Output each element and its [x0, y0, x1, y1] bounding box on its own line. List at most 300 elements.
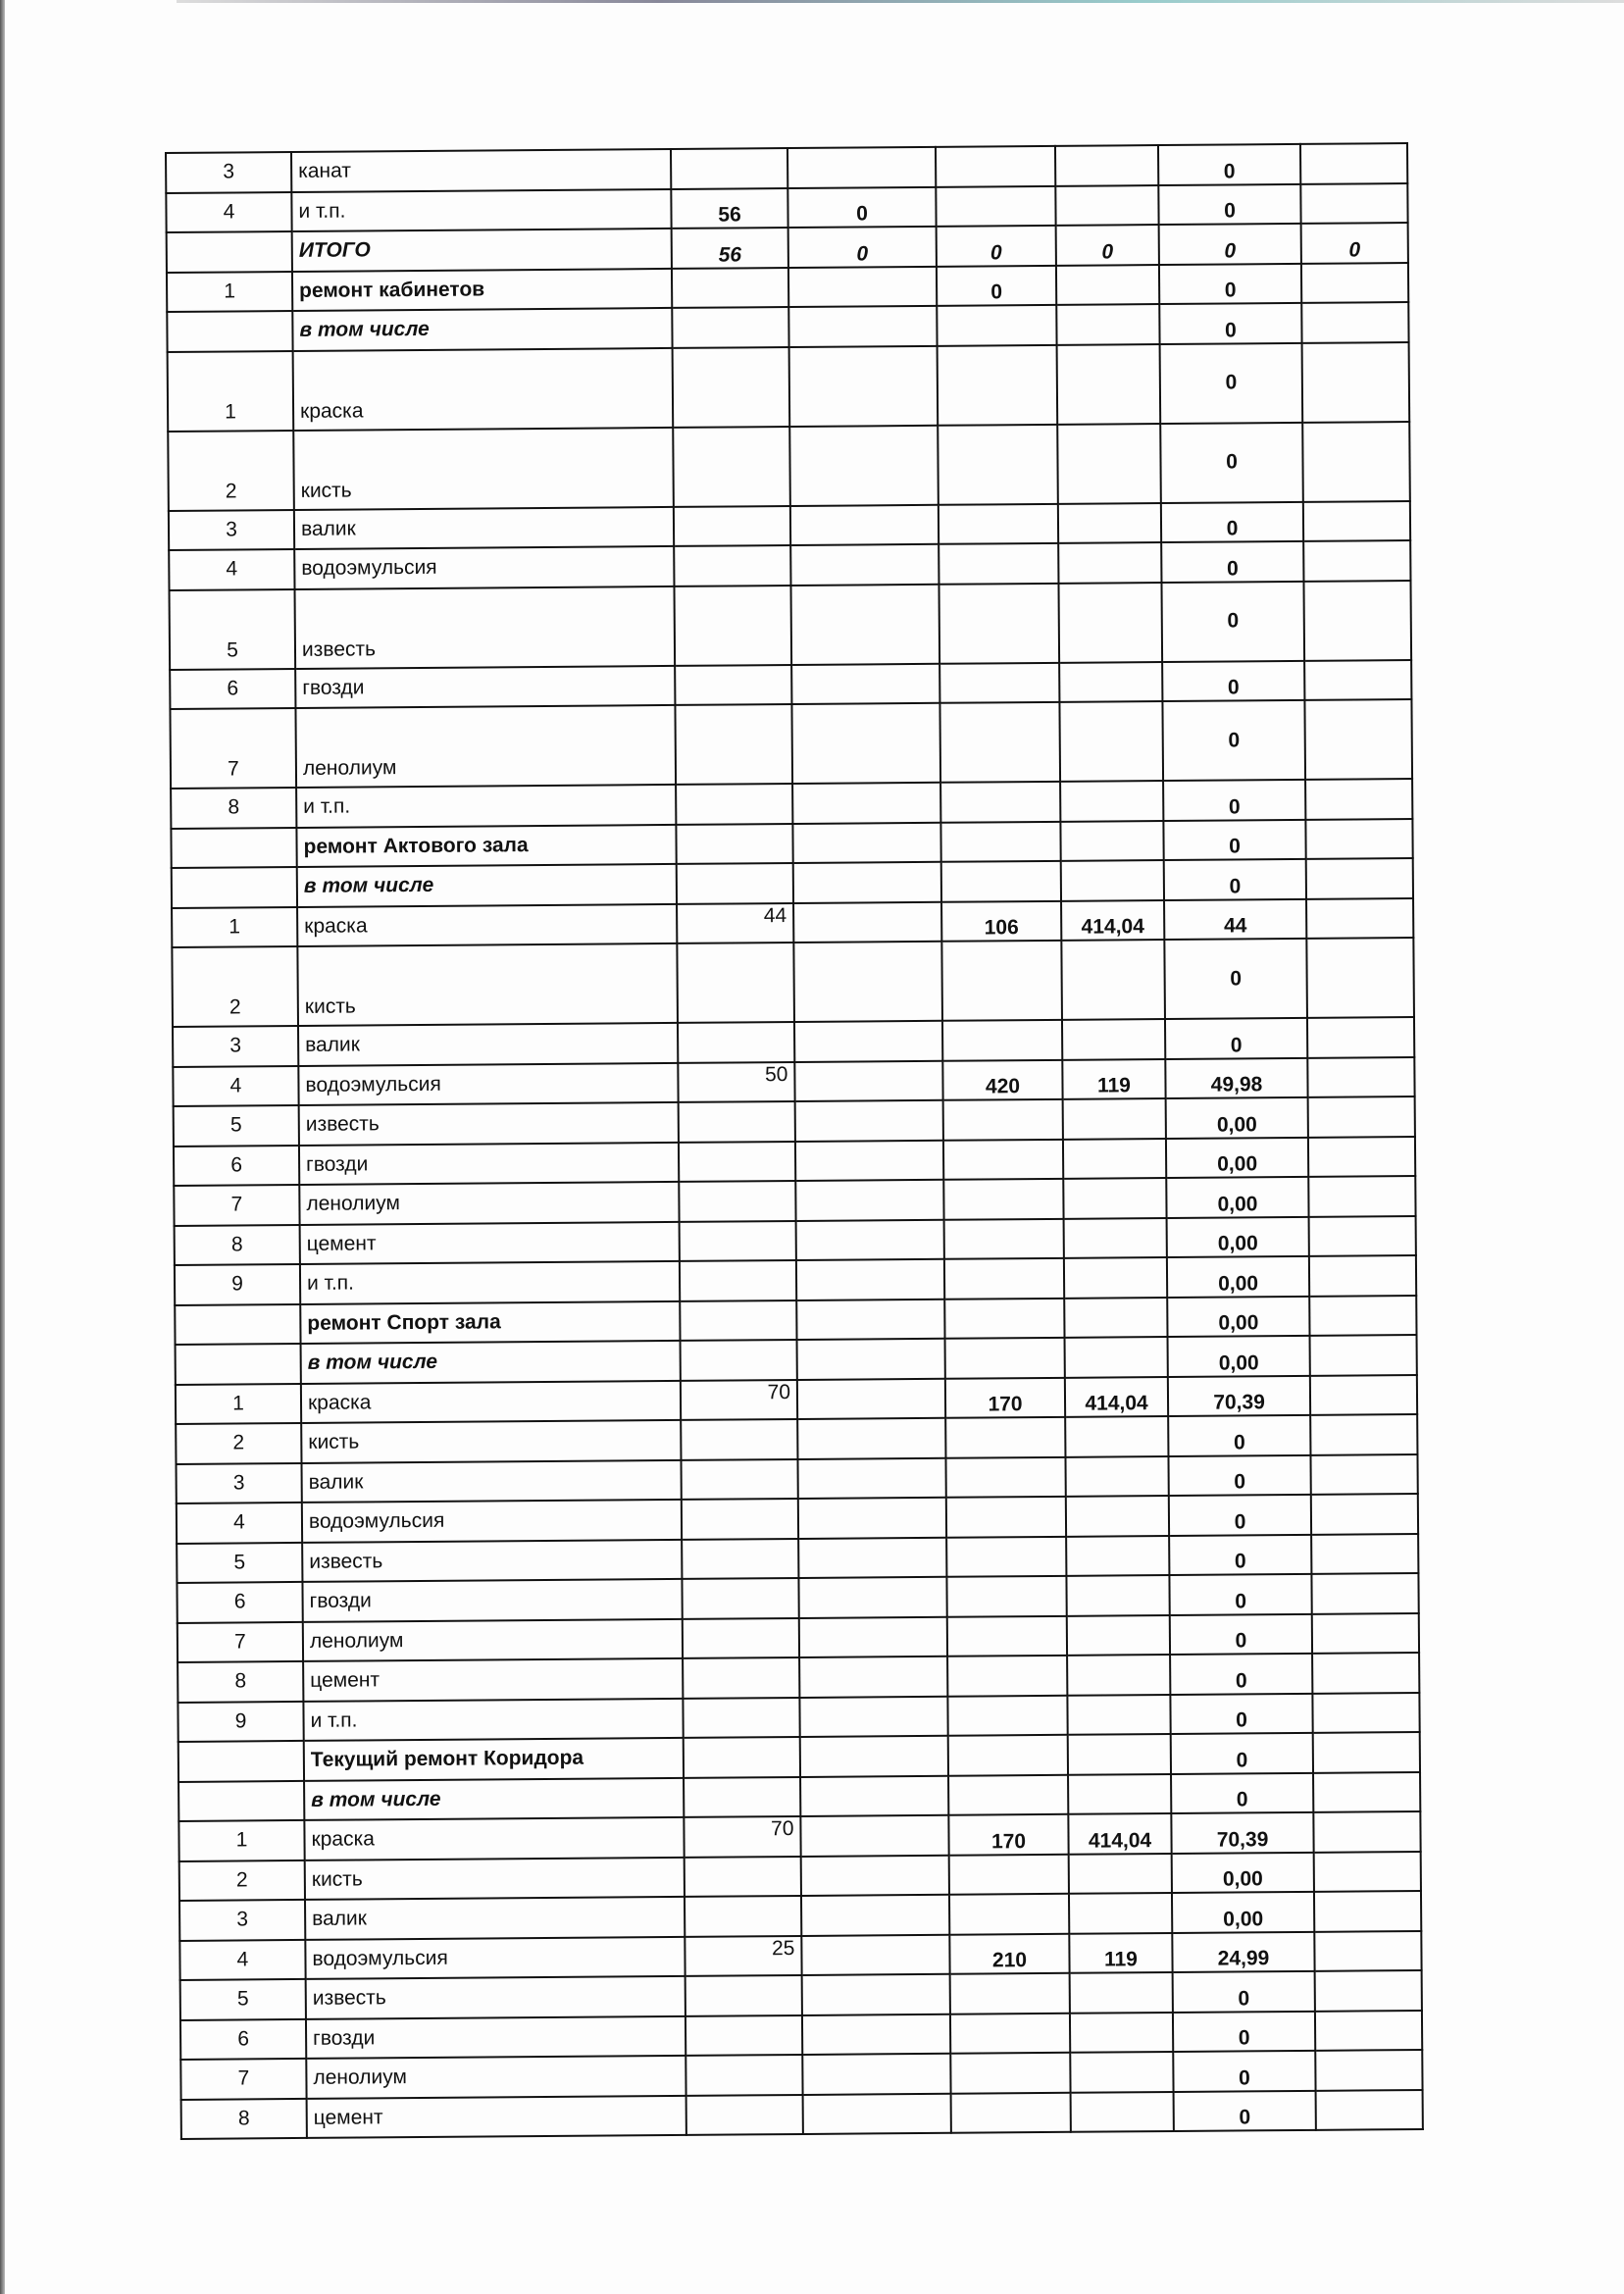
row-number-cell: 6: [170, 668, 295, 709]
item-name-cell: валик: [305, 1897, 685, 1940]
total-cell: 0: [1159, 303, 1301, 344]
column-4-cell: 0: [937, 226, 1056, 266]
quantity-cell: [673, 347, 790, 428]
item-name-cell: цемент: [307, 2095, 686, 2138]
quantity-cell: 70: [681, 1379, 797, 1419]
column-7-cell: [1307, 1057, 1414, 1097]
column-7-cell: [1301, 263, 1408, 303]
item-name-cell: водоэмульсия: [298, 1062, 678, 1105]
row-number-cell: 8: [181, 2098, 307, 2139]
column-4-cell: [945, 1338, 1065, 1378]
row-number-cell: 7: [170, 708, 296, 789]
column-4-cell: 170: [945, 1377, 1065, 1417]
total-cell: 0: [1169, 1495, 1311, 1536]
column-5-cell: 0: [1056, 225, 1159, 265]
column-7-cell: [1312, 1653, 1419, 1693]
column-3-cell: [796, 1299, 944, 1340]
total-cell: 0: [1165, 1018, 1307, 1059]
item-name-cell: известь: [299, 1102, 679, 1146]
row-number-cell: [167, 311, 292, 352]
row-number-cell: 8: [178, 1661, 303, 1703]
column-3-cell: [793, 862, 941, 903]
row-number-cell: [171, 827, 296, 868]
item-name-cell: гвозди: [295, 665, 675, 708]
total-cell: 0: [1160, 342, 1303, 423]
column-7-cell: [1316, 2089, 1423, 2129]
total-cell: 0: [1161, 581, 1304, 661]
row-number-cell: 3: [166, 152, 291, 193]
column-5-cell: [1058, 583, 1162, 663]
item-name-cell: в том числе: [304, 1777, 684, 1820]
quantity-cell: 44: [677, 902, 793, 943]
total-cell: 70,39: [1168, 1375, 1310, 1416]
quantity-cell: [680, 1220, 796, 1260]
column-5-cell: [1070, 1972, 1173, 2013]
column-4-cell: [939, 702, 1060, 783]
quantity-cell: [672, 268, 788, 308]
column-4-cell: [937, 305, 1056, 345]
column-5-cell: [1067, 1655, 1170, 1695]
column-3-cell: [791, 703, 940, 784]
quantity-cell: [685, 2014, 802, 2055]
total-cell: 0: [1173, 1971, 1315, 2013]
total-cell: 0: [1171, 1733, 1313, 1774]
column-7-cell: [1303, 540, 1410, 581]
quantity-cell: [686, 2094, 803, 2134]
column-4-cell: [948, 1774, 1068, 1814]
column-7-cell: [1314, 1891, 1421, 1931]
column-7-cell: [1313, 1771, 1420, 1811]
quantity-cell: [682, 1499, 798, 1539]
column-5-cell: [1062, 1019, 1165, 1059]
quantity-cell: [680, 1300, 796, 1340]
column-3-cell: [795, 1140, 943, 1181]
quantity-cell: [683, 1617, 799, 1657]
column-5-cell: [1056, 304, 1159, 344]
column-7-cell: [1315, 2010, 1422, 2050]
item-name-cell: валик: [294, 506, 674, 549]
column-3-cell: [795, 1180, 943, 1221]
column-3-cell: [801, 1855, 949, 1896]
column-5-cell: [1060, 781, 1163, 821]
column-7-cell: [1314, 1851, 1421, 1891]
quantity-cell: [679, 1181, 795, 1221]
column-5-cell: [1056, 265, 1159, 305]
column-3-cell: [789, 425, 939, 505]
column-5-cell: 119: [1062, 1059, 1165, 1099]
column-4-cell: [946, 1536, 1066, 1576]
total-cell: 0: [1161, 541, 1303, 583]
row-number-cell: 3: [177, 1462, 302, 1504]
total-cell: 0: [1170, 1613, 1312, 1655]
item-name-cell: цемент: [300, 1221, 680, 1264]
total-cell: 0: [1159, 263, 1301, 304]
column-4-cell: [950, 1973, 1070, 2014]
column-7-cell: [1307, 1017, 1414, 1057]
table-row: [170, 699, 1412, 789]
column-7-cell: 0: [1301, 223, 1408, 263]
column-7-cell: [1310, 1454, 1417, 1495]
row-number-cell: 4: [177, 1503, 302, 1544]
row-number-cell: 3: [173, 1026, 298, 1067]
column-3-cell: [798, 1577, 946, 1618]
column-4-cell: 0: [937, 265, 1056, 305]
column-7-cell: [1303, 581, 1411, 661]
row-number-cell: [167, 231, 292, 273]
column-5-cell: [1061, 860, 1164, 900]
item-name-cell: ИТОГО: [292, 229, 672, 272]
column-5-cell: [1069, 1853, 1172, 1893]
item-name-cell: в том числе: [297, 864, 677, 907]
row-number-cell: 4: [179, 1939, 305, 1980]
quantity-cell: [672, 307, 788, 347]
quantity-cell: [681, 1458, 797, 1499]
column-4-cell: [936, 146, 1055, 186]
quantity-cell: 70: [684, 1816, 800, 1857]
item-name-cell: кисть: [305, 1857, 685, 1900]
total-cell: 0,00: [1172, 1892, 1314, 1933]
total-cell: 0: [1162, 660, 1304, 701]
row-number-cell: 1: [168, 350, 294, 431]
table-row: [172, 938, 1414, 1027]
column-5-cell: [1070, 2012, 1173, 2052]
column-3-cell: [797, 1418, 945, 1459]
column-7-cell: [1310, 1375, 1417, 1415]
quantity-cell: [679, 1101, 795, 1142]
total-cell: 0: [1158, 183, 1300, 225]
quantity-cell: 56: [672, 228, 788, 268]
column-7-cell: [1310, 1335, 1417, 1375]
item-name-cell: кисть: [301, 1420, 681, 1463]
table-row: [168, 342, 1410, 432]
materials-table-body: [166, 143, 1423, 2139]
item-name-cell: ремонт Актового зала: [296, 824, 676, 867]
column-5-cell: 414,04: [1068, 1813, 1171, 1854]
item-name-cell: и т.п.: [300, 1261, 680, 1304]
column-7-cell: [1315, 2050, 1422, 2090]
quantity-cell: [678, 1022, 794, 1062]
row-number-cell: 2: [176, 1423, 301, 1464]
total-cell: 0,00: [1166, 1137, 1308, 1178]
column-3-cell: [793, 901, 941, 943]
quantity-cell: [682, 1538, 798, 1578]
item-name-cell: Текущий ремонт Коридора: [304, 1738, 684, 1781]
column-5-cell: [1068, 1734, 1171, 1774]
item-name-cell: цемент: [303, 1658, 683, 1702]
total-cell: 0: [1168, 1454, 1310, 1496]
column-5-cell: [1064, 1218, 1167, 1258]
row-number-cell: 2: [168, 430, 294, 510]
row-number-cell: 3: [179, 1900, 305, 1941]
row-number-cell: 6: [180, 2018, 306, 2060]
total-cell: 0: [1164, 859, 1306, 900]
column-3-cell: [790, 504, 939, 545]
column-7-cell: [1306, 858, 1413, 898]
item-name-cell: в том числе: [292, 308, 672, 351]
column-5-cell: [1065, 1416, 1168, 1456]
column-4-cell: [950, 2053, 1070, 2093]
row-number-cell: 7: [180, 2059, 306, 2100]
column-3-cell: [788, 266, 937, 307]
column-7-cell: [1308, 1137, 1415, 1177]
column-7-cell: [1305, 819, 1412, 859]
column-4-cell: 210: [949, 1933, 1069, 1973]
table-row: [168, 422, 1410, 511]
quantity-cell: [673, 427, 790, 507]
quantity-cell: 25: [685, 1935, 801, 1975]
column-4-cell: [943, 1099, 1063, 1140]
column-5-cell: [1061, 940, 1165, 1020]
quantity-cell: [674, 545, 790, 586]
column-5-cell: [1068, 1773, 1171, 1813]
item-name-cell: кисть: [297, 943, 678, 1026]
row-number-cell: 8: [175, 1224, 300, 1265]
column-3-cell: [800, 1815, 948, 1857]
column-3-cell: [803, 2093, 951, 2134]
column-4-cell: [936, 185, 1055, 226]
column-4-cell: [946, 1576, 1066, 1616]
column-3-cell: [788, 306, 937, 347]
column-4-cell: [940, 821, 1060, 861]
total-cell: 0: [1162, 700, 1305, 781]
row-number-cell: 3: [169, 509, 294, 550]
row-number-cell: 1: [167, 271, 292, 312]
column-7-cell: [1310, 1414, 1417, 1454]
column-7-cell: [1306, 938, 1414, 1018]
column-4-cell: [938, 344, 1058, 425]
total-cell: 0: [1160, 422, 1303, 502]
column-7-cell: [1308, 1176, 1415, 1216]
row-number-cell: 5: [180, 1979, 306, 2020]
table-row: [181, 2089, 1423, 2138]
column-5-cell: [1060, 821, 1163, 861]
column-4-cell: [951, 2092, 1071, 2132]
quantity-cell: [674, 585, 791, 665]
total-cell: 0,00: [1172, 1852, 1314, 1893]
quantity-cell: [684, 1737, 800, 1777]
item-name-cell: известь: [302, 1539, 682, 1582]
total-cell: 0,00: [1167, 1256, 1309, 1298]
column-3-cell: [787, 147, 936, 188]
column-7-cell: [1306, 898, 1413, 939]
column-4-cell: [938, 424, 1058, 504]
quantity-cell: [679, 1141, 795, 1181]
item-name-cell: канат: [291, 149, 671, 192]
item-name-cell: водоэмульсия: [302, 1500, 682, 1543]
quantity-cell: [682, 1578, 798, 1618]
row-number-cell: 7: [174, 1185, 299, 1226]
column-4-cell: [939, 583, 1059, 663]
column-7-cell: [1311, 1494, 1418, 1534]
scan-edge-top: [177, 0, 1624, 3]
item-name-cell: и т.п.: [303, 1698, 683, 1741]
scan-edge-shadow: [0, 0, 5, 2294]
column-4-cell: [941, 941, 1062, 1021]
column-4-cell: [945, 1456, 1065, 1497]
column-3-cell: [796, 1219, 944, 1260]
column-4-cell: [946, 1497, 1066, 1537]
column-3-cell: [802, 1974, 950, 2015]
column-5-cell: [1063, 1139, 1166, 1179]
column-7-cell: [1304, 699, 1412, 780]
column-5-cell: [1065, 1337, 1168, 1377]
item-name-cell: и т.п.: [291, 188, 671, 231]
column-3-cell: 0: [787, 186, 936, 228]
column-4-cell: [947, 1695, 1067, 1735]
row-number-cell: [178, 1741, 304, 1782]
column-7-cell: [1312, 1613, 1419, 1654]
item-name-cell: водоэмульсия: [294, 546, 674, 589]
row-number-cell: 1: [178, 1820, 304, 1861]
column-4-cell: [944, 1258, 1064, 1299]
total-cell: 0: [1163, 819, 1305, 860]
item-name-cell: кисть: [293, 427, 674, 509]
item-name-cell: краска: [301, 1380, 681, 1423]
column-3-cell: [791, 663, 939, 704]
row-number-cell: [176, 1344, 301, 1385]
column-7-cell: [1309, 1296, 1416, 1336]
item-name-cell: известь: [306, 1976, 685, 2019]
quantity-cell: [681, 1340, 797, 1380]
column-5-cell: [1059, 701, 1163, 782]
total-cell: 0,00: [1166, 1097, 1308, 1139]
row-number-cell: 9: [175, 1264, 300, 1305]
row-number-cell: 8: [171, 788, 296, 829]
total-cell: 0: [1173, 2051, 1315, 2092]
column-7-cell: [1313, 1732, 1420, 1772]
column-3-cell: [800, 1775, 948, 1816]
column-4-cell: [945, 1417, 1065, 1457]
row-number-cell: 5: [177, 1542, 302, 1583]
column-3-cell: [789, 345, 939, 426]
row-number-cell: 5: [170, 588, 296, 669]
column-7-cell: [1315, 1970, 1422, 2011]
total-cell: 24,99: [1172, 1931, 1314, 1972]
column-5-cell: 119: [1069, 1932, 1172, 1972]
column-5-cell: 414,04: [1065, 1377, 1168, 1417]
total-cell: 0: [1158, 144, 1300, 185]
column-5-cell: [1057, 424, 1161, 504]
column-4-cell: [947, 1615, 1067, 1656]
column-3-cell: [794, 1060, 942, 1101]
column-7-cell: [1303, 501, 1410, 541]
row-number-cell: 2: [172, 946, 298, 1027]
column-4-cell: [939, 543, 1058, 584]
item-name-cell: ремонт Спорт зала: [300, 1300, 680, 1344]
total-cell: 0,00: [1167, 1216, 1309, 1257]
column-7-cell: [1309, 1255, 1416, 1296]
column-3-cell: [795, 1100, 943, 1142]
column-5-cell: [1055, 185, 1158, 226]
total-cell: 0,00: [1168, 1336, 1310, 1377]
column-3-cell: [802, 2054, 950, 2095]
item-name-cell: в том числе: [301, 1341, 681, 1384]
column-5-cell: [1067, 1614, 1170, 1655]
item-name-cell: валик: [298, 1023, 678, 1066]
column-7-cell: [1302, 342, 1410, 423]
total-cell: 70,39: [1171, 1812, 1313, 1854]
row-number-cell: 1: [176, 1383, 301, 1424]
column-3-cell: [799, 1696, 947, 1737]
row-number-cell: 6: [174, 1145, 299, 1186]
total-cell: 44: [1164, 898, 1306, 940]
item-name-cell: ленолиум: [299, 1182, 679, 1225]
column-4-cell: [943, 1139, 1063, 1179]
column-5-cell: [1069, 1893, 1172, 1933]
quantity-cell: [674, 506, 790, 546]
quantity-cell: [685, 1975, 802, 2015]
column-5-cell: [1065, 1456, 1168, 1497]
item-name-cell: краска: [297, 903, 677, 946]
quantity-cell: [685, 1896, 801, 1936]
column-4-cell: [939, 503, 1058, 543]
column-3-cell: [799, 1616, 947, 1657]
column-3-cell: [800, 1736, 948, 1777]
item-name-cell: ленолиум: [306, 2056, 685, 2099]
total-cell: 0: [1168, 1415, 1310, 1456]
column-5-cell: [1066, 1575, 1169, 1615]
quantity-cell: [677, 943, 794, 1023]
item-name-cell: ленолиум: [303, 1618, 683, 1661]
total-cell: 49,98: [1165, 1057, 1307, 1098]
item-name-cell: ленолиум: [295, 705, 676, 788]
column-7-cell: [1304, 660, 1411, 700]
row-number-cell: 4: [173, 1065, 298, 1106]
row-number-cell: 7: [178, 1621, 303, 1662]
column-7-cell: [1314, 1930, 1421, 1970]
item-name-cell: гвозди: [299, 1142, 679, 1185]
quantity-cell: [675, 664, 791, 704]
column-5-cell: [1063, 1098, 1166, 1139]
quantity-cell: [680, 1260, 796, 1300]
quantity-cell: 50: [678, 1061, 794, 1101]
item-name-cell: известь: [295, 586, 676, 668]
column-7-cell: [1309, 1216, 1416, 1256]
column-7-cell: [1311, 1534, 1418, 1574]
column-4-cell: [948, 1735, 1068, 1775]
quantity-cell: [675, 704, 792, 785]
item-name-cell: и т.п.: [296, 785, 676, 828]
row-number-cell: 4: [166, 191, 291, 232]
item-name-cell: водоэмульсия: [305, 1936, 685, 1979]
column-4-cell: [939, 662, 1059, 702]
column-3-cell: [801, 1934, 949, 1975]
column-3-cell: [802, 2014, 950, 2055]
column-5-cell: [1067, 1694, 1170, 1734]
column-5-cell: [1066, 1536, 1169, 1576]
column-4-cell: 170: [948, 1814, 1068, 1855]
total-cell: 0: [1173, 2011, 1315, 2052]
total-cell: 0: [1164, 939, 1307, 1019]
item-name-cell: ремонт кабинетов: [292, 268, 672, 311]
column-3-cell: [792, 822, 940, 863]
column-3-cell: [790, 544, 939, 586]
column-3-cell: [797, 1339, 945, 1380]
row-number-cell: 2: [179, 1860, 305, 1901]
column-5-cell: 414,04: [1061, 900, 1164, 941]
column-3-cell: [797, 1378, 945, 1419]
quantity-cell: [676, 823, 792, 863]
column-4-cell: [943, 1179, 1063, 1219]
column-4-cell: [940, 782, 1060, 822]
column-3-cell: [801, 1895, 949, 1936]
column-7-cell: [1300, 143, 1407, 183]
quantity-cell: [683, 1697, 799, 1737]
total-cell: 0,00: [1166, 1177, 1308, 1218]
item-name-cell: гвозди: [302, 1579, 682, 1622]
row-number-cell: 9: [178, 1701, 303, 1742]
item-name-cell: краска: [304, 1817, 684, 1861]
